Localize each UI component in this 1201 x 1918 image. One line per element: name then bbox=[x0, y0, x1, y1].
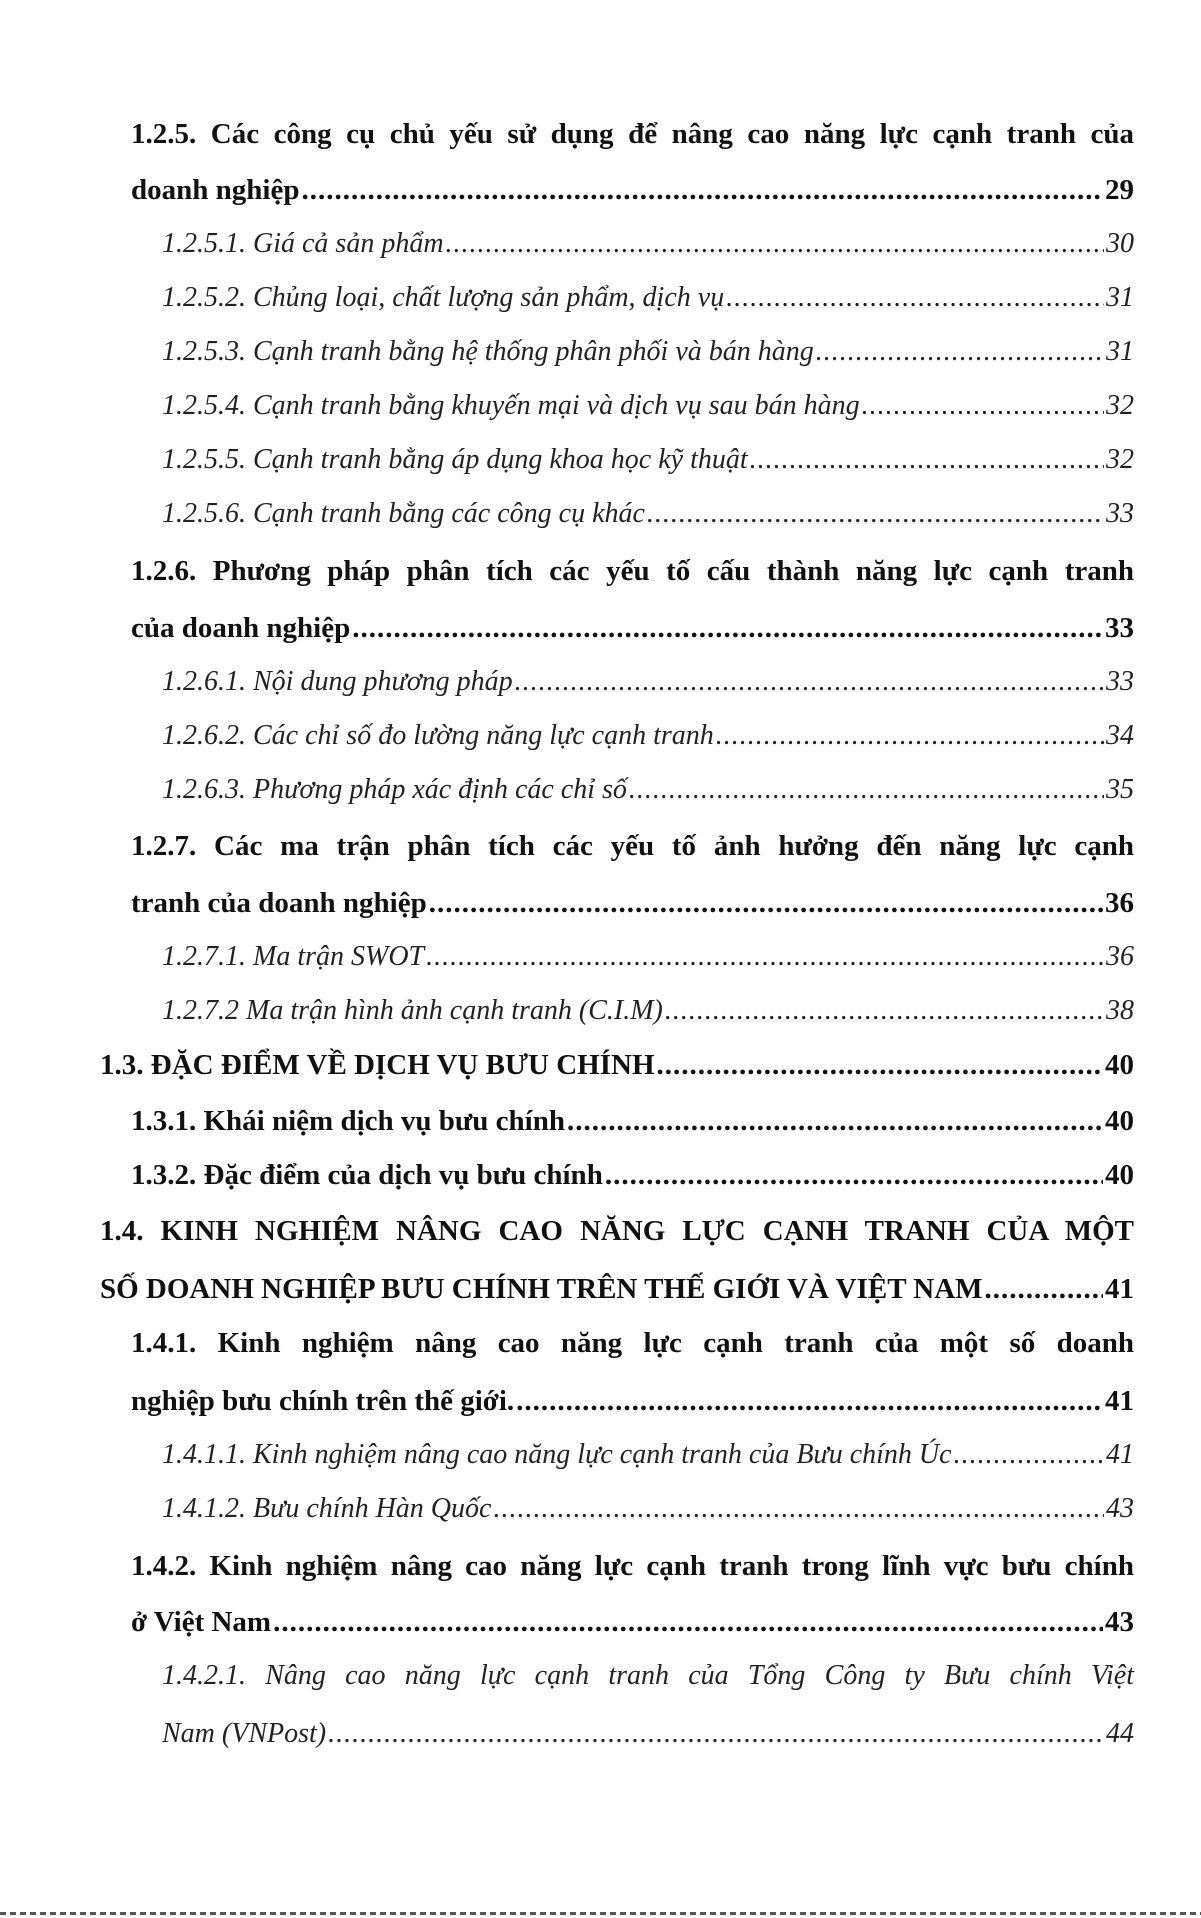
toc-entry[interactable] bbox=[131, 1317, 1134, 1369]
toc-entry-page-number: 35 bbox=[1106, 774, 1134, 805]
toc-entry-page-number: 33 bbox=[1106, 666, 1134, 697]
toc-entry-title: doanh nghiệp bbox=[131, 174, 300, 206]
dot-leader bbox=[301, 164, 1103, 216]
toc-entry[interactable] bbox=[162, 380, 1134, 432]
toc-entry-page-number: 30 bbox=[1106, 228, 1134, 259]
toc-entry-page-number: 43 bbox=[1105, 1606, 1134, 1638]
toc-entry-title: 1.2.6.3. Phương pháp xác định các chỉ số bbox=[162, 774, 627, 805]
dot-leader bbox=[716, 710, 1104, 762]
toc-entry-title: 1.2.7.1. Ma trận SWOT bbox=[162, 941, 425, 972]
toc-entry[interactable] bbox=[131, 1149, 1134, 1201]
toc-entry[interactable] bbox=[131, 820, 1134, 872]
toc-entry[interactable] bbox=[131, 1375, 1134, 1427]
toc-entry[interactable] bbox=[131, 1596, 1134, 1648]
toc-entry-title: 1.4. KINH NGHIỆM NÂNG CAO NĂNG LỰC CẠNH TRANH CỦA MỘT bbox=[100, 1215, 1134, 1247]
toc-entry[interactable] bbox=[162, 764, 1134, 816]
toc-entry-page-number: 41 bbox=[1105, 1385, 1134, 1417]
toc-entry-page-number: 40 bbox=[1105, 1105, 1134, 1137]
toc-entry[interactable] bbox=[131, 1540, 1134, 1592]
toc-entry-page-number: 41 bbox=[1106, 1439, 1134, 1470]
toc-entry[interactable] bbox=[131, 545, 1134, 597]
dot-leader bbox=[328, 1708, 1104, 1760]
dot-leader bbox=[493, 1483, 1104, 1535]
toc-entry[interactable] bbox=[162, 218, 1134, 270]
toc-entry[interactable] bbox=[131, 877, 1134, 929]
dot-leader bbox=[816, 326, 1104, 378]
toc-entry[interactable] bbox=[162, 272, 1134, 324]
dot-leader bbox=[516, 1375, 1103, 1427]
toc-entry-page-number: 38 bbox=[1106, 995, 1134, 1026]
toc-entry-title: 1.2.5.5. Cạnh tranh bằng áp dụng khoa học kỹ thuật bbox=[162, 444, 748, 475]
dot-leader bbox=[426, 931, 1104, 983]
toc-entry-title: 1.2.5. Các công cụ chủ yếu sử dụng để nâng cao năng lực cạnh tranh của bbox=[131, 118, 1134, 150]
toc-entry-title: 1.4.1.1. Kinh nghiệm nâng cao năng lực cạnh tranh của Bưu chính Úc bbox=[162, 1439, 952, 1470]
toc-entry[interactable] bbox=[100, 1263, 1134, 1315]
toc-entry[interactable] bbox=[131, 1095, 1134, 1147]
toc-entry-title: 1.4.2.1. Nâng cao năng lực cạnh tranh của Tổng Công ty Bưu chính Việt bbox=[162, 1660, 1134, 1691]
toc-entry-page-number: 33 bbox=[1105, 612, 1134, 644]
toc-entry-title: 1.3. ĐẶC ĐIỂM VỀ DỊCH VỤ BƯU CHÍNH bbox=[100, 1049, 655, 1081]
toc-entry-title: 1.2.7. Các ma trận phân tích các yếu tố ảnh hưởng đến năng lực cạnh bbox=[131, 830, 1134, 862]
toc-entry-page-number: 31 bbox=[1106, 282, 1134, 313]
dot-leader bbox=[954, 1429, 1104, 1481]
dot-leader bbox=[352, 602, 1103, 654]
dot-leader bbox=[750, 434, 1104, 486]
toc-entry[interactable] bbox=[162, 985, 1134, 1037]
toc-entry[interactable] bbox=[162, 488, 1134, 540]
dot-leader bbox=[862, 380, 1104, 432]
toc-entry-title: 1.2.5.4. Cạnh tranh bằng khuyến mại và dịch vụ sau bán hàng bbox=[162, 390, 860, 421]
toc-entry-page-number: 41 bbox=[1105, 1273, 1134, 1305]
toc-entry-page-number: 29 bbox=[1105, 174, 1134, 206]
toc-entry-title: 1.4.1.2. Bưu chính Hàn Quốc bbox=[162, 1493, 492, 1524]
dot-leader bbox=[629, 764, 1104, 816]
bottom-divider bbox=[0, 1912, 1201, 1915]
toc-entry-page-number: 40 bbox=[1105, 1159, 1134, 1191]
toc-entry[interactable] bbox=[131, 602, 1134, 654]
toc-entry[interactable] bbox=[162, 710, 1134, 762]
toc-entry-title: 1.3.2. Đặc điểm của dịch vụ bưu chính bbox=[131, 1159, 603, 1191]
dot-leader bbox=[985, 1263, 1103, 1315]
toc-entry-title: 1.3.1. Khái niệm dịch vụ bưu chính bbox=[131, 1105, 565, 1137]
toc-entry[interactable] bbox=[162, 326, 1134, 378]
dot-leader bbox=[657, 1039, 1103, 1091]
toc-entry[interactable] bbox=[131, 164, 1134, 216]
dot-leader bbox=[605, 1149, 1103, 1201]
toc-entry[interactable] bbox=[162, 434, 1134, 486]
toc-entry[interactable] bbox=[162, 1650, 1134, 1702]
toc-entry[interactable] bbox=[162, 1483, 1134, 1535]
toc-entry-title: 1.4.2. Kinh nghiệm nâng cao năng lực cạnh tranh trong lĩnh vực bưu chính bbox=[131, 1550, 1134, 1582]
toc-entry-title: 1.2.5.3. Cạnh tranh bằng hệ thống phân phối và bán hàng bbox=[162, 336, 814, 367]
toc-entry-page-number: 44 bbox=[1106, 1718, 1134, 1749]
toc-entry-title: 1.2.6.2. Các chỉ số đo lường năng lực cạnh tranh bbox=[162, 720, 714, 751]
toc-entry-page-number: 32 bbox=[1106, 444, 1134, 475]
toc-entry-title: 1.2.5.1. Giá cả sản phẩm bbox=[162, 228, 444, 259]
toc-entry-title: 1.2.5.2. Chủng loại, chất lượng sản phẩm, dịch vụ bbox=[162, 282, 725, 313]
dot-leader bbox=[567, 1095, 1103, 1147]
toc-entry-page-number: 36 bbox=[1105, 887, 1134, 919]
toc-entry-page-number: 34 bbox=[1106, 720, 1134, 751]
toc-entry[interactable] bbox=[162, 931, 1134, 983]
toc-entry-page-number: 43 bbox=[1106, 1493, 1134, 1524]
toc-entry-title: SỐ DOANH NGHIỆP BƯU CHÍNH TRÊN THẾ GIỚI VÀ VIỆT NAM bbox=[100, 1273, 983, 1305]
toc-entry-title: nghiệp bưu chính trên thế giới. bbox=[131, 1385, 515, 1417]
dot-leader bbox=[273, 1596, 1103, 1648]
toc-entry[interactable] bbox=[162, 1429, 1134, 1481]
toc-entry-page-number: 36 bbox=[1106, 941, 1134, 972]
dot-leader bbox=[446, 218, 1104, 270]
toc-entry-page-number: 32 bbox=[1106, 390, 1134, 421]
toc-entry-title: 1.2.5.6. Cạnh tranh bằng các công cụ khác bbox=[162, 498, 645, 529]
toc-entry[interactable] bbox=[162, 656, 1134, 708]
dot-leader bbox=[515, 656, 1104, 708]
toc-entry-title: 1.2.7.2 Ma trận hình ảnh cạnh tranh (C.I.M) bbox=[162, 995, 663, 1026]
toc-entry-title: của doanh nghiệp bbox=[131, 612, 351, 644]
toc-entry-title: Nam (VNPost) bbox=[162, 1718, 327, 1749]
dot-leader bbox=[647, 488, 1104, 540]
dot-leader bbox=[665, 985, 1104, 1037]
toc-entry-title: tranh của doanh nghiệp bbox=[131, 887, 427, 919]
toc-entry-page-number: 40 bbox=[1105, 1049, 1134, 1081]
toc-entry-title: 1.2.6. Phương pháp phân tích các yếu tố cấu thành năng lực cạnh tranh bbox=[131, 555, 1134, 587]
toc-entry[interactable] bbox=[100, 1039, 1134, 1091]
toc-entry-title: ở Việt Nam bbox=[131, 1606, 272, 1638]
toc-entry-page-number: 31 bbox=[1106, 336, 1134, 367]
toc-entry[interactable] bbox=[162, 1708, 1134, 1760]
toc-entry[interactable] bbox=[100, 1205, 1134, 1257]
toc-entry[interactable] bbox=[131, 108, 1134, 160]
toc-entry-title: 1.2.6.1. Nội dung phương pháp bbox=[162, 666, 513, 697]
toc-entry-title: 1.4.1. Kinh nghiệm nâng cao năng lực cạnh tranh của một số doanh bbox=[131, 1327, 1134, 1359]
toc-entry-page-number: 33 bbox=[1106, 498, 1134, 529]
dot-leader bbox=[429, 877, 1103, 929]
dot-leader bbox=[726, 272, 1104, 324]
